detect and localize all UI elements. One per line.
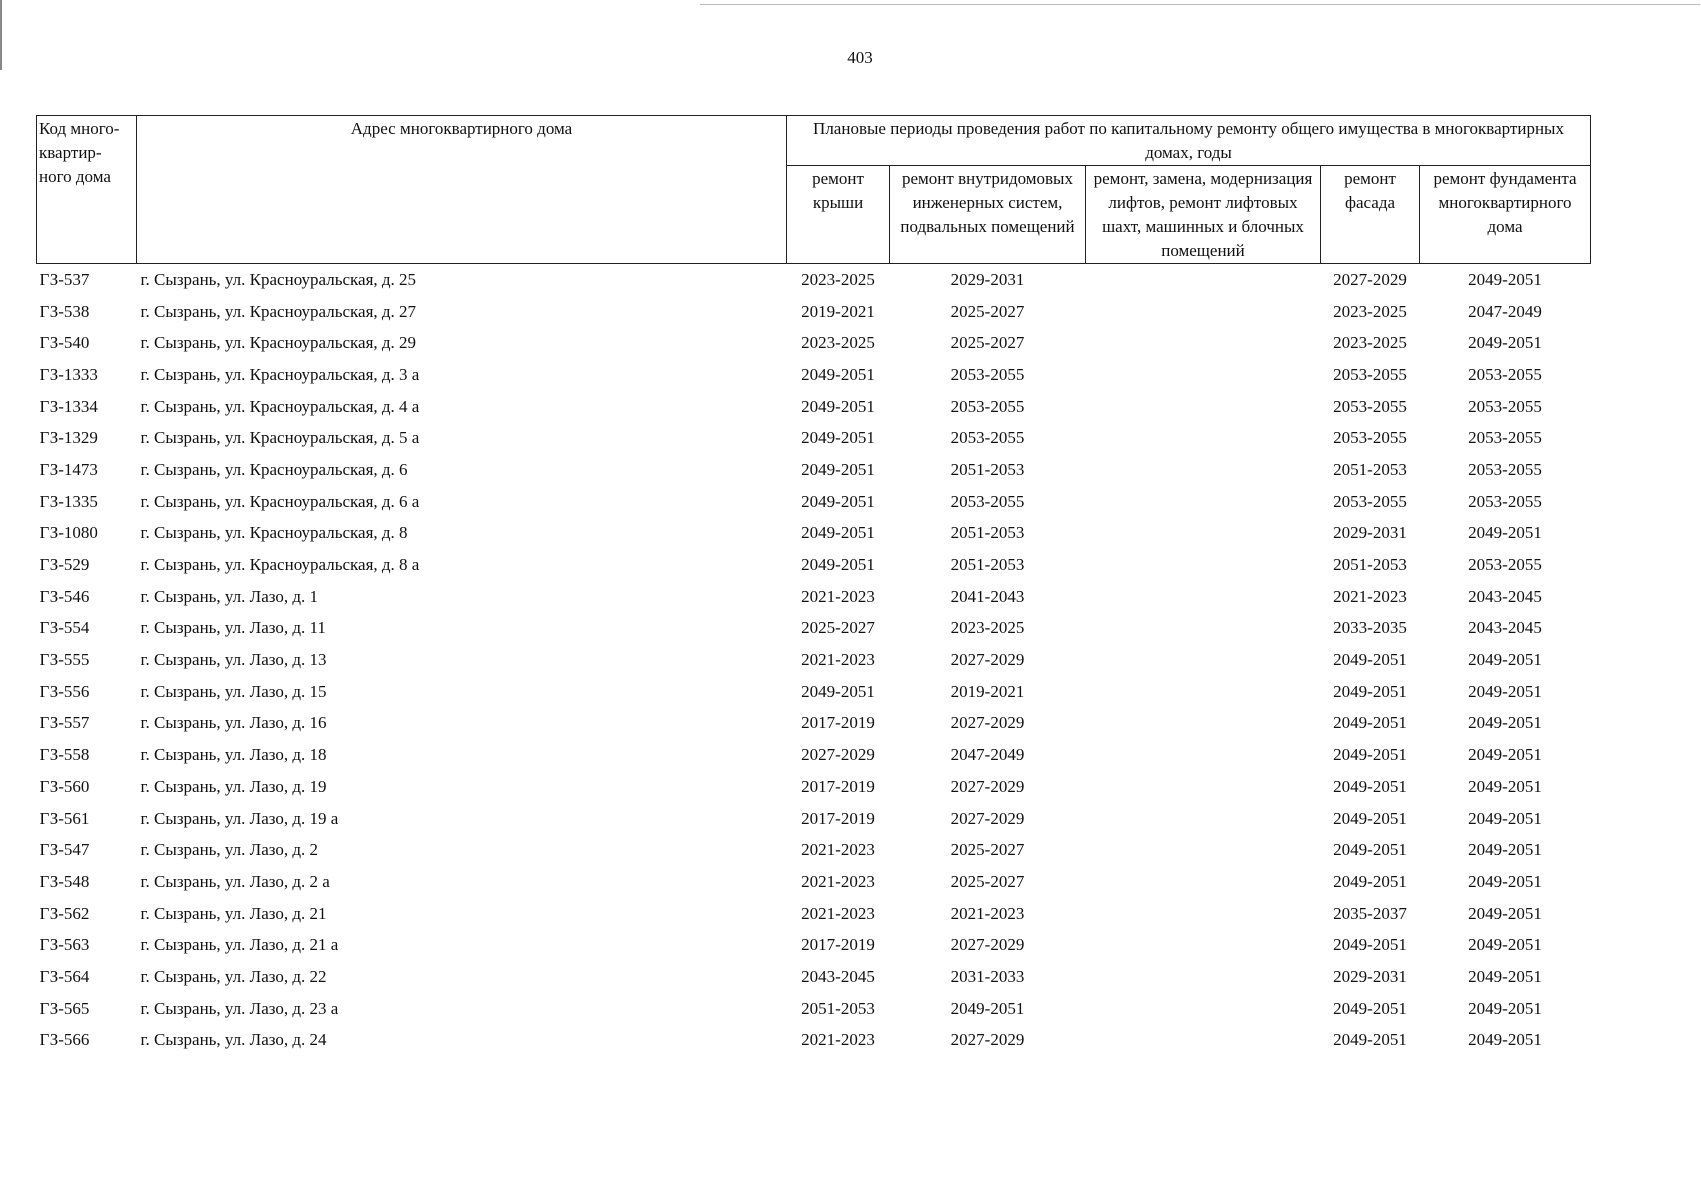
cell-roof: 2021-2023: [801, 1030, 875, 1050]
table-row: [37, 391, 1591, 423]
cell-code: ГЗ-566: [39, 1030, 90, 1050]
cell-lifts: [1086, 549, 1321, 581]
cell-code: ГЗ-537: [39, 269, 90, 289]
cell-engineering: 2025-2027: [950, 871, 1025, 891]
cell-code: ГЗ-561: [39, 808, 90, 828]
cell-roof: 2021-2023: [801, 903, 875, 923]
table-row: [37, 961, 1591, 993]
cell-address: г. Сызрань, ул. Красноуральская, д. 8: [140, 523, 408, 543]
cell-code: ГЗ-556: [39, 681, 90, 701]
cell-foundation: 2049-2051: [1468, 269, 1542, 289]
header-engineering: ремонт внутридомовых инженерных систем, подвальных помещений: [890, 166, 1086, 264]
table-row: [37, 676, 1591, 708]
table-row: [37, 327, 1591, 359]
cell-roof: 2021-2023: [801, 871, 875, 891]
cell-lifts: [1086, 613, 1321, 645]
cell-engineering: 2023-2025: [950, 618, 1025, 638]
cell-address: г. Сызрань, ул. Лазо, д. 19 а: [140, 808, 339, 828]
cell-code: ГЗ-1473: [39, 459, 98, 479]
cell-foundation: 2049-2051: [1468, 1030, 1542, 1050]
header-code: Код много-квартир-ного дома: [37, 116, 137, 264]
cell-foundation: 2053-2055: [1468, 396, 1542, 416]
table-row: [37, 1025, 1591, 1057]
cell-code: ГЗ-540: [39, 333, 90, 353]
cell-code: ГЗ-557: [39, 713, 90, 733]
cell-lifts: [1086, 454, 1321, 486]
cell-foundation: 2053-2055: [1468, 428, 1542, 448]
cell-engineering: 2027-2029: [950, 650, 1025, 670]
cell-foundation: 2049-2051: [1468, 871, 1542, 891]
cell-engineering: 2053-2055: [950, 396, 1025, 416]
cell-facade: 2053-2055: [1333, 396, 1407, 416]
cell-engineering: 2051-2053: [950, 523, 1025, 543]
cell-engineering: 2029-2031: [950, 269, 1025, 289]
cell-engineering: 2053-2055: [950, 428, 1025, 448]
cell-lifts: [1086, 739, 1321, 771]
table-row: [37, 359, 1591, 391]
cell-foundation: 2049-2051: [1468, 333, 1542, 353]
cell-lifts: [1086, 771, 1321, 803]
header-foundation: ремонт фундамента многоквартирного дома: [1420, 166, 1591, 264]
cell-facade: 2051-2053: [1333, 555, 1407, 575]
cell-engineering: 2027-2029: [950, 1030, 1025, 1050]
page-number: 403: [847, 48, 873, 67]
header-roof: ремонт крыши: [787, 166, 890, 264]
cell-facade: 2049-2051: [1333, 713, 1407, 733]
cell-facade: 2023-2025: [1333, 301, 1407, 321]
cell-address: г. Сызрань, ул. Красноуральская, д. 3 а: [140, 364, 420, 384]
cell-engineering: 2027-2029: [950, 808, 1025, 828]
table-row: [37, 454, 1591, 486]
cell-roof: 2049-2051: [801, 364, 875, 384]
table-row: [37, 803, 1591, 835]
cell-roof: 2025-2027: [801, 618, 875, 638]
cell-code: ГЗ-548: [39, 871, 90, 891]
cell-lifts: [1086, 391, 1321, 423]
cell-facade: 2053-2055: [1333, 364, 1407, 384]
cell-facade: 2021-2023: [1333, 586, 1407, 606]
header-lifts: ремонт, замена, модернизация лифтов, ремонт лифтовых шахт, машинных и блочных помещений: [1086, 166, 1321, 264]
cell-code: ГЗ-1329: [39, 428, 98, 448]
cell-engineering: 2019-2021: [950, 681, 1025, 701]
table-row: [37, 866, 1591, 898]
cell-facade: 2053-2055: [1333, 491, 1407, 511]
cell-address: г. Сызрань, ул. Лазо, д. 23 а: [140, 998, 339, 1018]
cell-engineering: 2027-2029: [950, 713, 1025, 733]
cell-engineering: 2025-2027: [950, 840, 1025, 860]
cell-roof: 2051-2053: [801, 998, 875, 1018]
cell-lifts: [1086, 264, 1321, 296]
table-row: [37, 739, 1591, 771]
table-body: [37, 264, 1591, 1057]
cell-facade: 2053-2055: [1333, 428, 1407, 448]
cell-foundation: 2047-2049: [1468, 301, 1542, 321]
cell-lifts: [1086, 581, 1321, 613]
header-periods-group: Плановые периоды проведения работ по капитальному ремонту общего имущества в многоквартирных домах, годы: [787, 116, 1591, 166]
cell-foundation: 2053-2055: [1468, 555, 1542, 575]
cell-lifts: [1086, 708, 1321, 740]
cell-facade: 2049-2051: [1333, 871, 1407, 891]
cell-address: г. Сызрань, ул. Красноуральская, д. 6 а: [140, 491, 420, 511]
cell-engineering: 2025-2027: [950, 301, 1025, 321]
cell-code: ГЗ-547: [39, 840, 90, 860]
cell-lifts: [1086, 422, 1321, 454]
table-row: [37, 898, 1591, 930]
cell-facade: 2049-2051: [1333, 1030, 1407, 1050]
cell-foundation: 2043-2045: [1468, 618, 1542, 638]
cell-code: ГЗ-1334: [39, 396, 98, 416]
cell-roof: 2017-2019: [801, 713, 875, 733]
cell-foundation: 2049-2051: [1468, 903, 1542, 923]
cell-code: ГЗ-562: [39, 903, 90, 923]
cell-address: г. Сызрань, ул. Лазо, д. 2 а: [140, 871, 330, 891]
table-row: [37, 644, 1591, 676]
cell-facade: 2049-2051: [1333, 998, 1407, 1018]
cell-engineering: 2051-2053: [950, 555, 1025, 575]
cell-facade: 2049-2051: [1333, 808, 1407, 828]
cell-address: г. Сызрань, ул. Лазо, д. 18: [140, 745, 327, 765]
cell-foundation: 2049-2051: [1468, 776, 1542, 796]
repair-schedule-table: [36, 115, 1591, 1056]
cell-roof: 2017-2019: [801, 776, 875, 796]
cell-foundation: 2049-2051: [1468, 840, 1542, 860]
cell-foundation: 2049-2051: [1468, 966, 1542, 986]
cell-facade: 2027-2029: [1333, 269, 1407, 289]
table-row: [37, 771, 1591, 803]
cell-code: ГЗ-1333: [39, 364, 98, 384]
cell-roof: 2019-2021: [801, 301, 875, 321]
cell-code: ГЗ-558: [39, 745, 90, 765]
cell-roof: 2049-2051: [801, 491, 875, 511]
table-row: [37, 296, 1591, 328]
cell-roof: 2049-2051: [801, 396, 875, 416]
cell-lifts: [1086, 961, 1321, 993]
table-row: [37, 264, 1591, 296]
cell-facade: 2029-2031: [1333, 966, 1407, 986]
cell-address: г. Сызрань, ул. Красноуральская, д. 5 а: [140, 428, 420, 448]
header-address: Адрес многоквартирного дома: [137, 116, 787, 264]
table-row: [37, 486, 1591, 518]
cell-foundation: 2049-2051: [1468, 523, 1542, 543]
cell-foundation: 2049-2051: [1468, 935, 1542, 955]
cell-address: г. Сызрань, ул. Красноуральская, д. 29: [140, 333, 417, 353]
cell-code: ГЗ-546: [39, 586, 90, 606]
cell-engineering: 2047-2049: [950, 745, 1025, 765]
cell-engineering: 2031-2033: [950, 966, 1025, 986]
cell-address: г. Сызрань, ул. Красноуральская, д. 6: [140, 459, 408, 479]
cell-roof: 2049-2051: [801, 523, 875, 543]
table-row: [37, 929, 1591, 961]
header-facade: ремонт фасада: [1321, 166, 1420, 264]
table-row: [37, 708, 1591, 740]
cell-engineering: 2053-2055: [950, 364, 1025, 384]
cell-engineering: 2027-2029: [950, 935, 1025, 955]
cell-foundation: 2049-2051: [1468, 998, 1542, 1018]
cell-code: ГЗ-555: [39, 650, 90, 670]
cell-foundation: 2053-2055: [1468, 459, 1542, 479]
cell-foundation: 2053-2055: [1468, 491, 1542, 511]
cell-lifts: [1086, 866, 1321, 898]
cell-code: ГЗ-538: [39, 301, 90, 321]
cell-lifts: [1086, 518, 1321, 550]
cell-roof: 2027-2029: [801, 745, 875, 765]
cell-code: ГЗ-565: [39, 998, 90, 1018]
header-row-1: [37, 116, 1591, 166]
cell-address: г. Сызрань, ул. Лазо, д. 15: [140, 681, 327, 701]
cell-engineering: 2027-2029: [950, 776, 1025, 796]
cell-engineering: 2049-2051: [950, 998, 1025, 1018]
table-row: [37, 581, 1591, 613]
cell-lifts: [1086, 644, 1321, 676]
cell-roof: 2049-2051: [801, 459, 875, 479]
cell-foundation: 2049-2051: [1468, 650, 1542, 670]
cell-address: г. Сызрань, ул. Лазо, д. 2: [140, 840, 319, 860]
cell-engineering: 2053-2055: [950, 491, 1025, 511]
cell-facade: 2033-2035: [1333, 618, 1407, 638]
cell-address: г. Сызрань, ул. Лазо, д. 21: [140, 903, 327, 923]
cell-facade: 2049-2051: [1333, 745, 1407, 765]
cell-foundation: 2053-2055: [1468, 364, 1542, 384]
cell-lifts: [1086, 993, 1321, 1025]
cell-foundation: 2049-2051: [1468, 681, 1542, 701]
cell-facade: 2049-2051: [1333, 935, 1407, 955]
cell-address: г. Сызрань, ул. Красноуральская, д. 25: [140, 269, 417, 289]
cell-roof: 2021-2023: [801, 650, 875, 670]
cell-lifts: [1086, 929, 1321, 961]
cell-foundation: 2049-2051: [1468, 745, 1542, 765]
cell-facade: 2049-2051: [1333, 840, 1407, 860]
cell-address: г. Сызрань, ул. Лазо, д. 13: [140, 650, 327, 670]
cell-facade: 2049-2051: [1333, 650, 1407, 670]
cell-roof: 2049-2051: [801, 428, 875, 448]
cell-address: г. Сызрань, ул. Лазо, д. 11: [140, 618, 326, 638]
cell-foundation: 2043-2045: [1468, 586, 1542, 606]
cell-facade: 2035-2037: [1333, 903, 1407, 923]
cell-roof: 2043-2045: [801, 966, 875, 986]
cell-facade: 2049-2051: [1333, 776, 1407, 796]
cell-address: г. Сызрань, ул. Красноуральская, д. 8 а: [140, 555, 420, 575]
cell-lifts: [1086, 296, 1321, 328]
cell-lifts: [1086, 486, 1321, 518]
cell-address: г. Сызрань, ул. Лазо, д. 21 а: [140, 935, 339, 955]
cell-address: г. Сызрань, ул. Лазо, д. 22: [140, 966, 327, 986]
cell-lifts: [1086, 803, 1321, 835]
cell-facade: 2029-2031: [1333, 523, 1407, 543]
cell-engineering: 2025-2027: [950, 333, 1025, 353]
scan-artifact-line: [700, 4, 1700, 5]
table-row: [37, 993, 1591, 1025]
cell-foundation: 2049-2051: [1468, 713, 1542, 733]
cell-engineering: 2041-2043: [950, 586, 1025, 606]
cell-address: г. Сызрань, ул. Лазо, д. 24: [140, 1030, 327, 1050]
table-row: [37, 549, 1591, 581]
cell-lifts: [1086, 676, 1321, 708]
cell-lifts: [1086, 359, 1321, 391]
cell-address: г. Сызрань, ул. Лазо, д. 19: [140, 776, 327, 796]
cell-roof: 2049-2051: [801, 681, 875, 701]
cell-facade: 2051-2053: [1333, 459, 1407, 479]
cell-lifts: [1086, 327, 1321, 359]
cell-facade: 2049-2051: [1333, 681, 1407, 701]
cell-roof: 2017-2019: [801, 808, 875, 828]
cell-facade: 2023-2025: [1333, 333, 1407, 353]
cell-lifts: [1086, 834, 1321, 866]
cell-engineering: 2021-2023: [950, 903, 1025, 923]
cell-roof: 2023-2025: [801, 269, 875, 289]
cell-lifts: [1086, 1025, 1321, 1057]
cell-code: ГЗ-554: [39, 618, 90, 638]
table-row: [37, 613, 1591, 645]
cell-code: ГЗ-563: [39, 935, 90, 955]
cell-code: ГЗ-529: [39, 555, 90, 575]
cell-roof: 2023-2025: [801, 333, 875, 353]
table-row: [37, 834, 1591, 866]
cell-roof: 2049-2051: [801, 555, 875, 575]
cell-code: ГЗ-1335: [39, 491, 98, 511]
cell-foundation: 2049-2051: [1468, 808, 1542, 828]
cell-roof: 2021-2023: [801, 840, 875, 860]
cell-address: г. Сызрань, ул. Красноуральская, д. 27: [140, 301, 417, 321]
cell-code: ГЗ-564: [39, 966, 90, 986]
cell-address: г. Сызрань, ул. Лазо, д. 1: [140, 586, 319, 606]
cell-engineering: 2051-2053: [950, 459, 1025, 479]
cell-code: ГЗ-560: [39, 776, 90, 796]
cell-code: ГЗ-1080: [39, 523, 98, 543]
cell-address: г. Сызрань, ул. Красноуральская, д. 4 а: [140, 396, 420, 416]
cell-roof: 2021-2023: [801, 586, 875, 606]
table-row: [37, 518, 1591, 550]
cell-address: г. Сызрань, ул. Лазо, д. 16: [140, 713, 327, 733]
cell-lifts: [1086, 898, 1321, 930]
cell-roof: 2017-2019: [801, 935, 875, 955]
table-row: [37, 422, 1591, 454]
